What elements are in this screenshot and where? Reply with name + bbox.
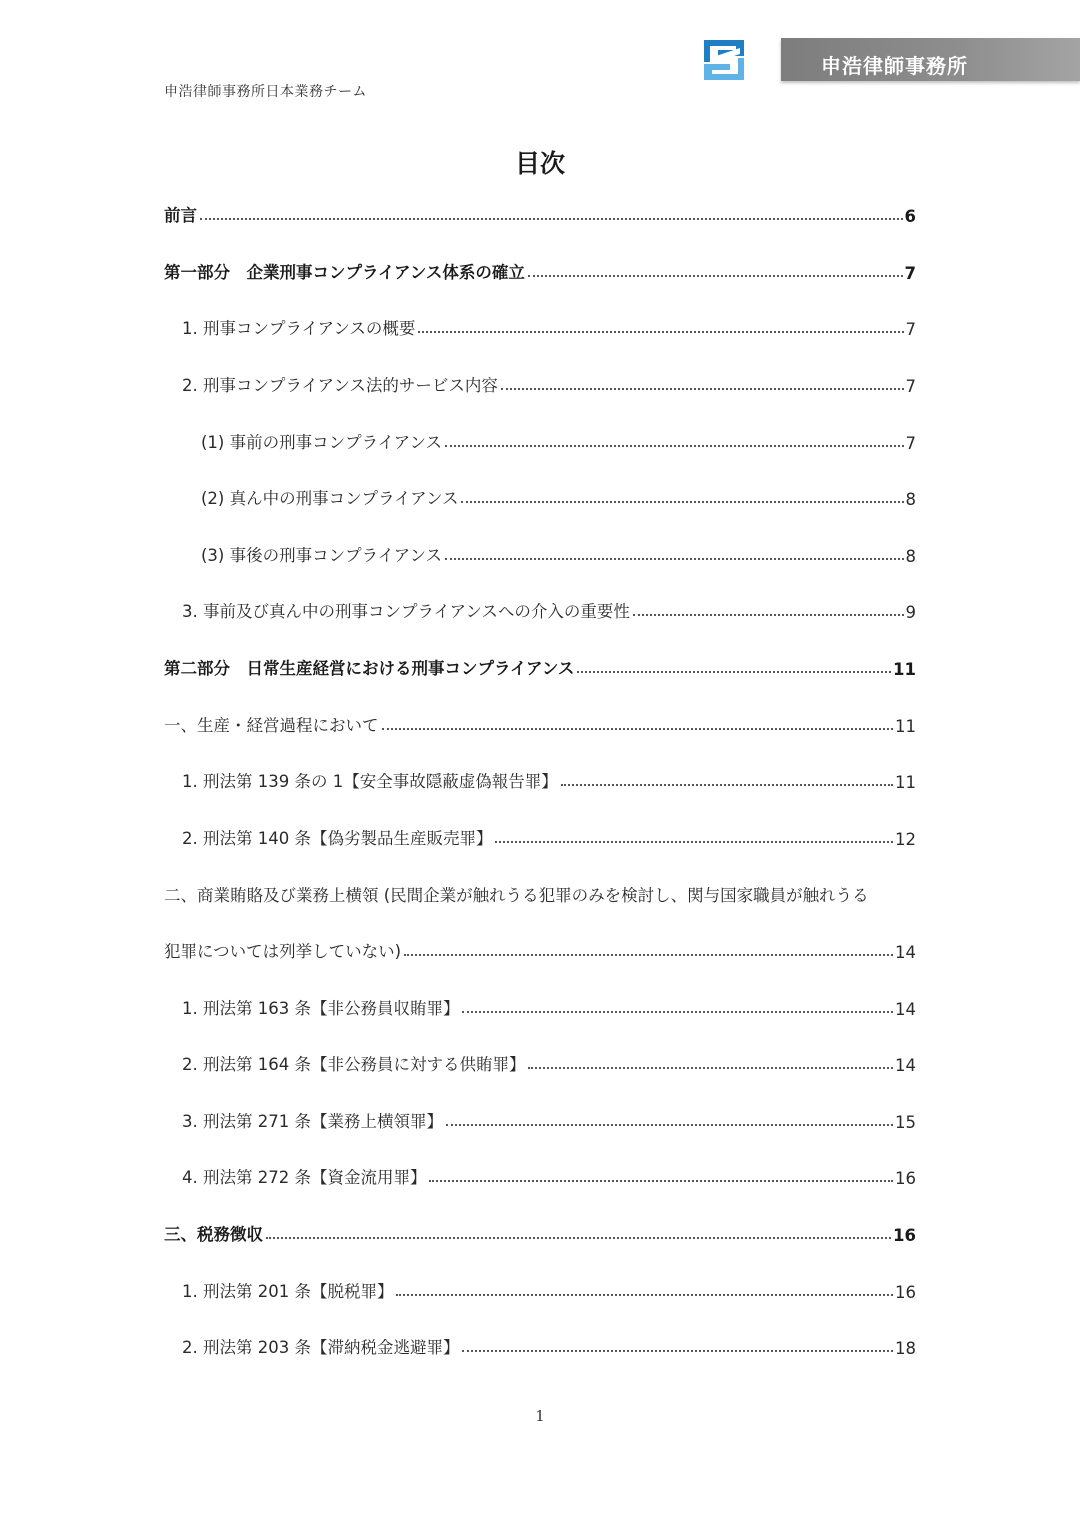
toc-entry-page: 16 (895, 1283, 916, 1302)
toc-entry-article-272[interactable] (182, 1164, 916, 1188)
toc-entry-page: 7 (905, 377, 916, 396)
toc-entry-mid-compliance[interactable] (201, 485, 916, 509)
toc-entry-label: 2. 刑事コンプライアンス法的サービス内容 (182, 376, 498, 395)
dot-leader (528, 275, 903, 277)
toc-entry-label: 一、生産・経営過程において (164, 716, 379, 735)
toc-entry-label: 第二部分 日常生産経営における刑事コンプライアンス (164, 659, 575, 678)
toc-entry-label: 前言 (164, 206, 197, 225)
toc-entry-label: 三、税務徴収 (164, 1225, 263, 1244)
toc-entry-label: (1) 事前の刑事コンプライアンス (201, 433, 442, 452)
dot-leader (445, 445, 904, 447)
toc-entry-page: 7 (905, 320, 916, 339)
dot-leader (382, 728, 894, 730)
brand-name: 申浩律師事務所 (821, 54, 968, 78)
toc-entry-label: 2. 刑法第 203 条【滞納税金逃避罪】 (182, 1338, 460, 1357)
header-team-name: 申浩律師事務所日本業務チーム (164, 84, 367, 100)
dot-leader (501, 388, 904, 390)
dot-leader (461, 501, 903, 503)
toc-entry-post-compliance[interactable] (201, 542, 916, 566)
toc-entry-bribery-line1[interactable]: 二、商業賄賂及び業務上横領 (民間企業が触れうる犯罪のみを検討し、関与国家職員が触れうる (164, 886, 869, 905)
toc-entry-page: 8 (905, 547, 916, 566)
dot-leader (577, 671, 891, 673)
dot-leader (404, 954, 893, 956)
dot-leader (561, 784, 893, 786)
toc-entry-page: 6 (904, 207, 916, 226)
toc-entry-page: 15 (895, 1113, 916, 1132)
toc-entry-article-203[interactable] (182, 1334, 916, 1358)
page-number: 1 (535, 1407, 545, 1425)
toc-entry-label: 2. 刑法第 164 条【非公務員に対する供賄罪】 (182, 1055, 526, 1074)
dot-leader (200, 218, 903, 220)
toc-entry-part-one[interactable] (164, 259, 916, 283)
toc-entry-label: 1. 刑事コンプライアンスの概要 (182, 319, 416, 338)
toc-entry-label: 1. 刑法第 201 条【脱税罪】 (182, 1282, 394, 1301)
toc-entry-page: 14 (895, 1000, 916, 1019)
dot-leader (429, 1180, 893, 1182)
toc-entry-label: 4. 刑法第 272 条【資金流用罪】 (182, 1168, 427, 1187)
dot-leader (445, 558, 904, 560)
dot-leader (633, 614, 904, 616)
toc-entry-page: 14 (895, 1056, 916, 1075)
toc-entry-page: 11 (895, 773, 916, 792)
toc-entry-label: 3. 刑法第 271 条【業務上横領罪】 (182, 1112, 443, 1131)
dot-leader (495, 841, 893, 843)
toc-entry-page: 12 (895, 830, 916, 849)
toc-entry-page: 16 (895, 1169, 916, 1188)
toc-entry-article-164[interactable] (182, 1051, 916, 1075)
toc-entry-label: 3. 事前及び真ん中の刑事コンプライアンスへの介入の重要性 (182, 602, 630, 621)
toc-entry-page: 11 (893, 660, 916, 679)
toc-entry-label: 1. 刑法第 163 条【非公務員収賄罪】 (182, 999, 460, 1018)
toc-entry-page: 18 (895, 1339, 916, 1358)
toc-entry-label: 1. 刑法第 139 条の 1【安全事故隠蔽虚偽報告罪】 (182, 772, 558, 791)
dot-leader (462, 1350, 893, 1352)
toc-entry-preface[interactable] (164, 202, 916, 226)
dot-leader (266, 1237, 891, 1239)
toc-entry-article-140[interactable] (182, 825, 916, 849)
toc-entry-intervention-importance[interactable] (182, 598, 916, 622)
toc-entry-part-two[interactable] (164, 655, 916, 679)
dot-leader (528, 1067, 893, 1069)
toc-entry-label: 犯罪については列挙していない) (164, 942, 402, 961)
toc-entry-page: 8 (905, 490, 916, 509)
toc-entry-tax-collection[interactable] (164, 1221, 916, 1245)
toc-entry-page: 7 (905, 434, 916, 453)
toc-entry-article-271[interactable] (182, 1108, 916, 1132)
toc-entry-page: 11 (895, 717, 916, 736)
toc-entry-page: 7 (904, 264, 916, 283)
dot-leader (418, 331, 903, 333)
toc-entry-pre-compliance[interactable] (201, 429, 916, 453)
dot-leader (396, 1294, 893, 1296)
toc-title: 目次 (514, 149, 565, 178)
dot-leader (446, 1124, 893, 1126)
toc-entry-article-139[interactable] (182, 768, 916, 792)
toc-entry-article-163[interactable] (182, 995, 916, 1019)
brand-banner (781, 38, 1080, 81)
toc-entry-label: (2) 真ん中の刑事コンプライアンス (201, 489, 459, 508)
toc-entry-page: 16 (893, 1226, 916, 1245)
toc-entry-legal-services[interactable] (182, 372, 916, 396)
toc-entry-label: (3) 事後の刑事コンプライアンス (201, 546, 442, 565)
s-logo-icon (700, 36, 748, 84)
toc-entry-article-201[interactable] (182, 1278, 916, 1302)
toc-entry-label: 2. 刑法第 140 条【偽劣製品生産販売罪】 (182, 829, 493, 848)
toc-entry-page: 14 (895, 943, 916, 962)
toc-entry-compliance-overview[interactable] (182, 315, 916, 339)
toc-entry-production-process[interactable] (164, 712, 916, 736)
dot-leader (462, 1011, 893, 1013)
toc-entry-label: 第一部分 企業刑事コンプライアンス体系の確立 (164, 263, 525, 282)
toc-entry-page: 9 (905, 603, 916, 622)
toc-entry-bribery[interactable] (164, 938, 916, 962)
